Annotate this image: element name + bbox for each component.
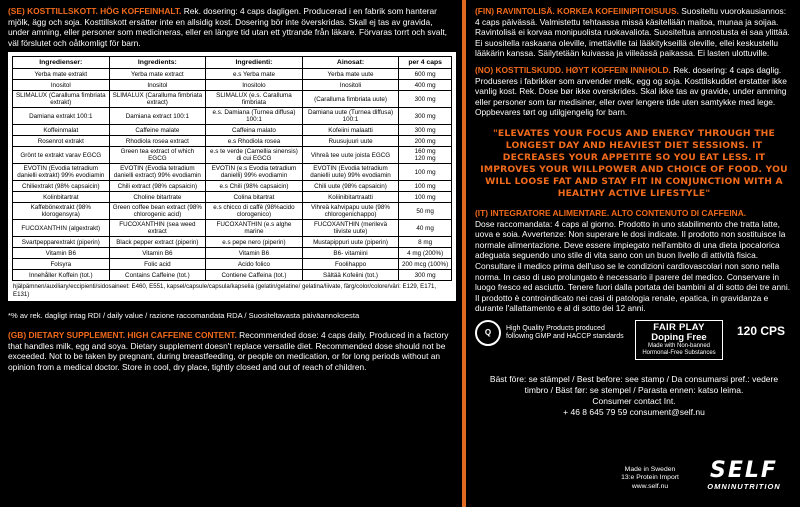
quality-seal-icon: Q (475, 320, 501, 346)
table-cell: FUCOXANTHIN (sea weed extract (109, 220, 206, 237)
excipients-note: hjälpämnen/auxiliary/eccipienti/sidosaineet: E460, E551, kapsel/capsule/capsula/kapselia (gelatin/gelatine/ gelatina/liivate, färg/color/colore/väri: E129, E171, E131) (13, 283, 437, 298)
table-cell: 300 mg (399, 108, 452, 125)
table-cell: 160 mg 120 mg (399, 147, 452, 164)
table-cell: 4 mg (200%) (399, 248, 452, 259)
gb-section (8, 330, 456, 372)
header-se: Ingredienser: (13, 57, 110, 69)
table-cell: 40 mg (399, 220, 452, 237)
table-cell: Acido folico (206, 259, 303, 270)
fair-play-badge (635, 320, 723, 360)
fin-heading: (FIN) RAVINTOLISÄ. KORKEA KOFEIINIPITOISUUS. (475, 6, 679, 16)
header-en: Ingredients: (109, 57, 206, 69)
table-cell: Svartpepparextrakt (piperin) (13, 237, 110, 248)
table-cell: Mustapippuri uute (piperin) (302, 237, 399, 248)
badges-row (475, 320, 793, 372)
header-it: Ingredienti: (206, 57, 303, 69)
table-row (13, 248, 452, 259)
table-row (13, 164, 452, 181)
table-cell: 100 mg (399, 192, 452, 203)
table-cell: 200 mg (399, 136, 452, 147)
brand-name: SELF (710, 458, 778, 483)
it-body: Dose raccomandata: 4 caps al giorno. Prodotto in uno stabilimento che tratta latte, uova e soia. Avvertenze: Non superare le dosi indicate. Il prodotto non sostituisce la normale alimentazione. Deve essere impiegato nell'ambito di una dieta ipocalorica adeguata seguendo uno stile di vita sano con un buon livello di attività fisica. Consultare il medico prima dell'uso se le condizioni cardiovascolari non sono nella norma. In caso di uso prolungato è necessario il parere del medico. Conservare in luogo fresco ed asciutto. Tenere fuori dalla portata dei bambini al di sotto dei tre anni. Il prodotto è controindicato nei casi di patologia renale, epatica, in gravidanza e durante l'allattamento e al di sotto dei 12 anni. (475, 218, 791, 314)
doping-free-text: Doping Free (651, 331, 707, 343)
it-section (475, 208, 793, 314)
table-row (13, 136, 452, 147)
no-heading: (NO) KOSTTILSKUDD. HØYT KOFFEIN INNHOLD. (475, 64, 671, 75)
table-cell: Chili uute (98% capsaicin) (302, 181, 399, 192)
table-cell: e.s pepe nero (piperin) (206, 237, 303, 248)
table-cell: e.s te verde (Camellia sinensis) di cui EGCG (206, 147, 303, 164)
table-row (13, 203, 452, 220)
table-row (13, 270, 452, 281)
table-cell: EVOTIN (e.s Evodia tetradium danielli) 99% evodiamin (206, 164, 303, 181)
se-section (8, 6, 456, 48)
contact-phone-email: + 46 8 645 79 59 consument@self.nu (563, 406, 705, 417)
table-cell: Damiana extrakt 100:1 (13, 108, 110, 125)
no-section (475, 65, 793, 118)
table-cell: Folic acid (109, 259, 206, 270)
table-cell: SLIMALUX (Caralluma fimbriata extrakt) (13, 91, 110, 108)
table-cell: Vitamin B6 (206, 248, 303, 259)
fair-play-title: FAIR PLAY (653, 321, 705, 333)
website-text: www.self.nu (631, 482, 669, 490)
table-cell: Yerba mate uute (302, 69, 399, 80)
header-amount: per 4 caps (399, 57, 452, 69)
right-column (475, 6, 793, 418)
table-cell: Vitamin B6 (13, 248, 110, 259)
table-cell: FUCOXANTHIN (merilevä tiiviste uute) (302, 220, 399, 237)
table-cell: 200 mcg (100%) (399, 259, 452, 270)
table-cell: EVOTIN (Evodia tetradium danielli uute) 99% evodiamin (302, 164, 399, 181)
table-cell: Ruusujuuri uute (302, 136, 399, 147)
table-cell: 8 mg (399, 237, 452, 248)
best-before-line-2: timbro / Bäst før: se stempel / Parasta ennen: katso leima. (524, 384, 744, 395)
gb-body: Recommended dose: 4 caps daily. Produced in a factory that handles milk, egg and soya. Dietary supplement doesn't replace versatile diet. Recommended dose should not be exceeded. Not to be taken by pregnant, during breastfeeding, or people on medication, or for long periods without an opinion from a medical doctor. Store in cool, dry place, tightly closed and out of reach of children. (8, 330, 449, 372)
table-cell: Vihreä kahvipapu uute (98% chlorogenichappo) (302, 203, 399, 220)
table-cell: e.s Yerba mate (206, 69, 303, 80)
gb-heading: (GB) DIETARY SUPPLEMENT. HIGH CAFFEINE CONTENT. (8, 330, 237, 341)
table-cell: e.s Chili (98% capsaicin) (206, 181, 303, 192)
header-fi: Ainosat: (302, 57, 399, 69)
table-cell: 300 mg (399, 270, 452, 281)
table-row (13, 125, 452, 136)
table-cell: SLIMALUX (Caralluma fimbriata extract) (109, 91, 206, 108)
importer-text: 13:e Protein Import (621, 474, 679, 482)
table-row (13, 259, 452, 270)
table-row (13, 91, 452, 108)
table-cell: Rosenrot extrakt (13, 136, 110, 147)
table-cell: Folsyra (13, 259, 110, 270)
se-body: Rek. dosering: 4 caps dagligen. Producerad i en fabrik som hanterar mjölk, ägg och soja. Kosttillskott ersätter inte en allsidig kost. Dosering bör inte överskridas. Skall ej tas av gravida, under amning, eller personer som medicineras, eller en längre tid utan ett yttrande från läkare. Förvaras torrt och svalt, väl förslutet och oåtkomligt för barn. (8, 6, 447, 48)
table-cell: Contains Caffeine (tot.) (109, 270, 206, 281)
table-cell: Yerba mate extrakt (13, 69, 110, 80)
brand-logo (695, 460, 793, 491)
table-cell: Kaffebönextrakt (98% klorogensyra) (13, 203, 110, 220)
fin-section (475, 6, 793, 59)
table-cell: FUCOXANTHIN (algextrakt) (13, 220, 110, 237)
table-cell: Rhodiola rosea extract (109, 136, 206, 147)
table-cell: 400 mg (399, 80, 452, 91)
table-cell: 100 mg (399, 164, 452, 181)
best-before-line-1: Bäst före: se stämpel / Best before: see stamp / Da consumarsi pref.: vedere (489, 373, 779, 384)
table-row (13, 237, 452, 248)
table-cell: 300 mg (399, 91, 452, 108)
left-column (8, 6, 456, 373)
table-cell: Sältää Kofeiini (tot.) (302, 270, 399, 281)
fin-body: Suositeltu vuorokausiannos: 4 caps päivässä. Valmistettu tehtaassa missä käsitellään maitoa, munaa ja soijaa. Ravintolisä ei korvaa monipuolista ruokavaliota. Suositeltua annostusta ei saa ylittää. Ei suositella raskaana oleville, imettäville tai lääkitykseillä oleville, ellei keskustellu lääkärin kanssa. Säilytetään kuivassa ja viileässä paikassa. Ei lasten ulottuville. (475, 6, 790, 59)
table-cell: 50 mg (399, 203, 452, 220)
it-heading: (IT) INTEGRATORE ALIMENTARE. ALTO CONTENUTO DI CAFFEINA. (475, 207, 747, 218)
table-body (13, 69, 452, 281)
table-cell: Caffeina malato (206, 125, 303, 136)
table-cell: Inositolo (206, 80, 303, 91)
table-cell: Chiliextrakt (98% capsaicin) (13, 181, 110, 192)
no-body: Rek. dosering: 4 caps daglig. Produseres i fabrikker som anvender melk, egg og soja. Kosttilskuddet erstatter ikke vanlig kost. Rek. Dose bør ikke overskrides. Skal ikke tas av gravide, under amming eller personer som tar medisiner, eller over lengere tide uten samtykke med lege. Oppbevares tørt og utilgjengelig for barn. (475, 64, 787, 118)
table-cell: FUCOXANTHIN (e.s alghe marine (206, 220, 303, 237)
table-cell: Koliinibitartraatti (302, 192, 399, 203)
table-row (13, 108, 452, 125)
ingredients-panel (8, 52, 456, 301)
table-cell: Inositol (13, 80, 110, 91)
table-cell: B6- vitamiini (302, 248, 399, 259)
table-row (13, 220, 452, 237)
made-in-block (615, 466, 685, 491)
table-cell: Vitamin B6 (109, 248, 206, 259)
table-cell: Choline bitartrate (109, 192, 206, 203)
table-cell: Yerba mate extract (109, 69, 206, 80)
table-cell: SLIMALUX (e.s. Caralluma fimbriata (206, 91, 303, 108)
table-cell: Caffeine malate (109, 125, 206, 136)
se-heading: (SE) KOSTTILLSKOTT. HÖG KOFFEINHALT. (8, 6, 182, 16)
table-cell: Grönt te extrakt varav EGCG (13, 147, 110, 164)
table-cell: Kofeiini malaatti (302, 125, 399, 136)
table-cell: e.s Rhodiola rosea (206, 136, 303, 147)
table-cell: Inositol (109, 80, 206, 91)
table-row (13, 192, 452, 203)
table-cell: EVOTIN (Evodia tetradium danielli extract) 99% evodiamin (109, 164, 206, 181)
ingredients-table (12, 56, 452, 281)
slogan: "ELEVATES YOUR FOCUS AND ENERGY THROUGH THE LONGEST DAY AND HEAVIEST DIET SESSIONS. IT DECREASES YOUR APPETITE SO YOU EAT LESS. IT IMPROVES YOUR WILLPOWER AND CHOICE OF FOOD. YOU WILL LOOSE FAT AND STAY FIT IN CONJUNCTION WITH A HEALTHY ACTIVE LIFESTYLE" (480, 127, 788, 199)
quality-text: High Quality Products produced following GMP and HACCP standards (506, 324, 624, 340)
table-cell: Green coffee bean extract (98% chlorogenic acid) (109, 203, 206, 220)
table-cell: 600 mg (399, 69, 452, 80)
table-row (13, 181, 452, 192)
rda-note: *% av rek. dagligt intag RDI / daily value / razione raccomandata RDA / Suositeltavasta päiväannoksesta (8, 311, 360, 321)
table-row (13, 80, 452, 91)
table-cell: 300 mg (399, 125, 452, 136)
table-cell: 100 mg (399, 181, 452, 192)
table-row (13, 69, 452, 80)
table-cell: Innehåller Koffein (tot.) (13, 270, 110, 281)
table-cell: Vihreä tee uute joista EGCG (302, 147, 399, 164)
table-cell: Colina bitartrat (206, 192, 303, 203)
table-cell: EVOTIN (Evodia tetradium danielli extrakt) 99% evodiamin (13, 164, 110, 181)
column-divider (462, 0, 466, 507)
table-cell: e.s chicco di caffè (98%acido clorogenico) (206, 203, 303, 220)
table-cell: Foolihappo (302, 259, 399, 270)
quality-badge (475, 320, 625, 346)
brand-subtitle: OMNINUTRITION (707, 482, 781, 491)
consumer-contact: Consumer contact Int. (592, 395, 676, 406)
best-before-block (475, 374, 793, 418)
made-in-text: Made in Sweden (624, 466, 676, 473)
table-cell: Damiana uute (Turnea diffusa) 100:1 (302, 108, 399, 125)
table-row (13, 147, 452, 164)
table-cell: Chili extract (98% capsaicin) (109, 181, 206, 192)
table-cell: Inositoli (302, 80, 399, 91)
table-cell: Black pepper extract (piperin) (109, 237, 206, 248)
capsule-count: 120 CPS (737, 323, 786, 338)
table-cell: Koffeinmalat (13, 125, 110, 136)
table-cell: Contiene Caffeina (tot.) (206, 270, 303, 281)
table-header-row (13, 57, 452, 69)
table-cell: (Caralluma fimbriata uute) (302, 91, 399, 108)
table-cell: Kolinbitartrat (13, 192, 110, 203)
table-cell: e.s. Damiana (Turnea diffusa) 100:1 (206, 108, 303, 125)
table-cell: Damiana extract 100:1 (109, 108, 206, 125)
fair-play-subtext: Made with Non-banned Hormonal-Free Substances (642, 342, 716, 356)
table-cell: Green tea extract of which EGCG (109, 147, 206, 164)
